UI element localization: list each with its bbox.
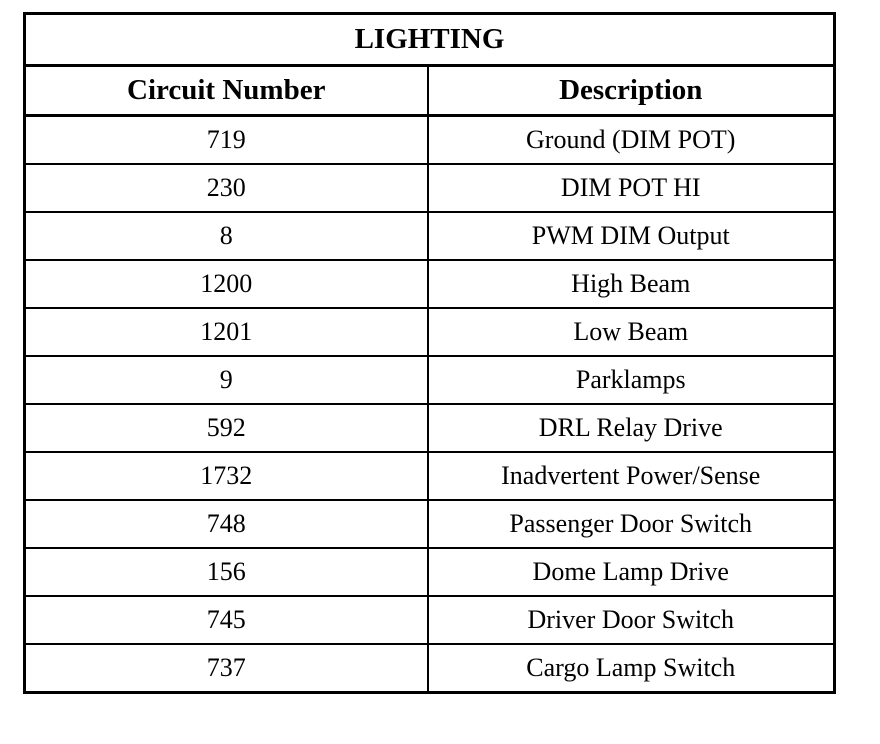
table-row (25, 548, 835, 596)
description-cell: Parklamps (428, 356, 835, 404)
description-cell: PWM DIM Output (428, 212, 835, 260)
lighting-table (23, 12, 836, 694)
description-cell: Dome Lamp Drive (428, 548, 835, 596)
description-cell: DIM POT HI (428, 164, 835, 212)
description-cell: Ground (DIM POT) (428, 116, 835, 165)
circuit-number-cell: 1732 (25, 452, 428, 500)
circuit-number-cell: 737 (25, 644, 428, 693)
table-title: LIGHTING (25, 14, 835, 66)
table-row (25, 212, 835, 260)
table-row (25, 644, 835, 693)
circuit-number-cell: 748 (25, 500, 428, 548)
circuit-number-cell: 719 (25, 116, 428, 165)
description-cell: Inadvertent Power/Sense (428, 452, 835, 500)
table-row (25, 404, 835, 452)
description-cell: Passenger Door Switch (428, 500, 835, 548)
circuit-number-cell: 1200 (25, 260, 428, 308)
table-header-row (25, 66, 835, 116)
description-cell: Low Beam (428, 308, 835, 356)
table-row (25, 356, 835, 404)
circuit-number-cell: 1201 (25, 308, 428, 356)
description-cell: High Beam (428, 260, 835, 308)
column-header-circuit-number: Circuit Number (25, 66, 428, 116)
table-row (25, 164, 835, 212)
circuit-number-cell: 9 (25, 356, 428, 404)
table-row (25, 116, 835, 165)
description-cell: DRL Relay Drive (428, 404, 835, 452)
description-cell: Driver Door Switch (428, 596, 835, 644)
circuit-number-cell: 156 (25, 548, 428, 596)
table-row (25, 452, 835, 500)
table-row (25, 260, 835, 308)
table-row (25, 596, 835, 644)
circuit-number-cell: 592 (25, 404, 428, 452)
column-header-description: Description (428, 66, 835, 116)
circuit-number-cell: 8 (25, 212, 428, 260)
circuit-number-cell: 745 (25, 596, 428, 644)
table-body (25, 116, 835, 693)
description-cell: Cargo Lamp Switch (428, 644, 835, 693)
table-row (25, 500, 835, 548)
table-row (25, 308, 835, 356)
circuit-number-cell: 230 (25, 164, 428, 212)
table-title-row (25, 14, 835, 66)
